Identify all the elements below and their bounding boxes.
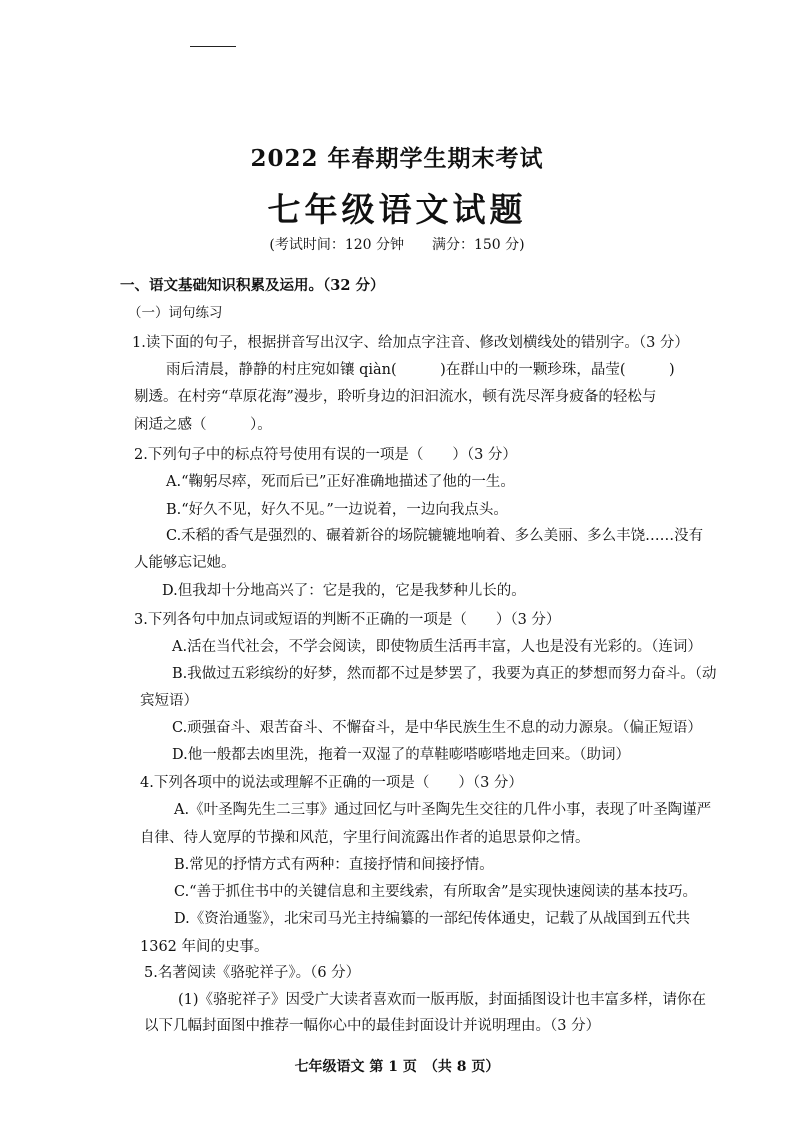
question-4-option-d-cont: 1362 年间的史事。 xyxy=(140,939,269,955)
question-1-line-1: 雨后清晨，静静的村庄宛如镶 qiàn( )在群山中的一颗珍珠，晶莹( ) xyxy=(166,362,675,378)
question-5-stem: 5.名著阅读《骆驼祥子》。（6 分） xyxy=(144,965,361,981)
question-3-option-b: B.我做过五彩缤纷的好梦，然而都不过是梦罢了，我要为真正的梦想而努力奋斗。（动 xyxy=(172,666,717,682)
exam-info: (考试时间：120 分钟 满分：150 分) xyxy=(269,237,525,253)
question-5-part-1: (1)《骆驼祥子》因受广大读者喜欢而一版再版，封面插图设计也丰富多样，请你在 xyxy=(178,992,707,1008)
question-2-stem: 2.下列句子中的标点符号使用有误的一项是（ ）（3 分） xyxy=(134,447,517,463)
question-3-option-d: D.他一般都去凼里洗，拖着一双湿了的草鞋嘭嗒嘭嗒地走回来。（助词） xyxy=(172,747,630,763)
question-4-option-c: C.“善于抓住书中的关键信息和主要线索，有所取舍”是实现快速阅读的基本技巧。 xyxy=(174,884,698,900)
question-1-line-2: 剔透。在村旁“草原花海”漫步，聆听身边的汩汩流水，顿有洗尽浑身疲备的轻松与 xyxy=(134,389,657,405)
subsection-heading: （一）词句练习 xyxy=(128,305,223,321)
question-4-stem: 4.下列各项中的说法或理解不正确的一项是（ ）（3 分） xyxy=(140,775,523,791)
question-2-option-c-cont: 人能够忘记她。 xyxy=(134,555,236,571)
question-5-part-1-cont: 以下几幅封面图中推荐一幅你心中的最佳封面设计并说明理由。（3 分） xyxy=(144,1018,601,1034)
question-1-stem: 1.读下面的句子，根据拼音写出汉字、给加点字注音、修改划横线处的错别字。（3 分） xyxy=(132,335,689,351)
question-3-option-a: A.活在当代社会，不学会阅读，即使物质生活再丰富，人也是没有光彩的。（连词） xyxy=(172,639,702,655)
question-2-option-d: D.但我却十分地高兴了：它是我的，它是我梦种儿长的。 xyxy=(162,583,526,599)
exam-title: 2022 年春期学生期末考试 xyxy=(250,145,544,172)
question-1-line-3: 闲适之感（ ）。 xyxy=(134,417,272,433)
scan-mark xyxy=(190,46,236,47)
question-3-option-c: C.顽强奋斗、艰苦奋斗、不懈奋斗，是中华民族生生不息的动力源泉。（偏正短语） xyxy=(172,720,702,736)
question-3-option-b-cont: 宾短语） xyxy=(140,693,198,709)
question-4-option-d: D.《资治通鉴》，北宋司马光主持编纂的一部纪传体通史，记载了从战国到五代共 xyxy=(174,911,690,927)
page-footer: 七年级语文 第 1 页 （共 8 页） xyxy=(294,1059,500,1075)
subject-title: 七年级语文试题 xyxy=(267,190,527,229)
question-4-option-b: B.常见的抒情方式有两种：直接抒情和间接抒情。 xyxy=(174,857,494,873)
question-2-option-c: C.禾稻的香气是强烈的、碾着新谷的场院辘辘地响着、多么美丽、多么丰饶……没有 xyxy=(166,528,704,544)
question-4-option-a-cont: 自律、待人宽厚的节操和风范，字里行间流露出作者的追思景仰之情。 xyxy=(140,830,590,846)
question-4-option-a: A.《叶圣陶先生二三事》通过回忆与叶圣陶先生交往的几件小事，表现了叶圣陶谨严 xyxy=(174,802,712,818)
section-heading: 一、语文基础知识积累及运用。（32 分） xyxy=(120,277,385,294)
question-2-option-b: B.“好久不见，好久不见。”一边说着，一边向我点头。 xyxy=(166,502,508,518)
question-2-option-a: A.“鞠躬尽瘁，死而后已”正好准确地描述了他的一生。 xyxy=(166,474,515,490)
question-3-stem: 3.下列各句中加点词或短语的判断不正确的一项是（ ）（3 分） xyxy=(134,612,561,628)
